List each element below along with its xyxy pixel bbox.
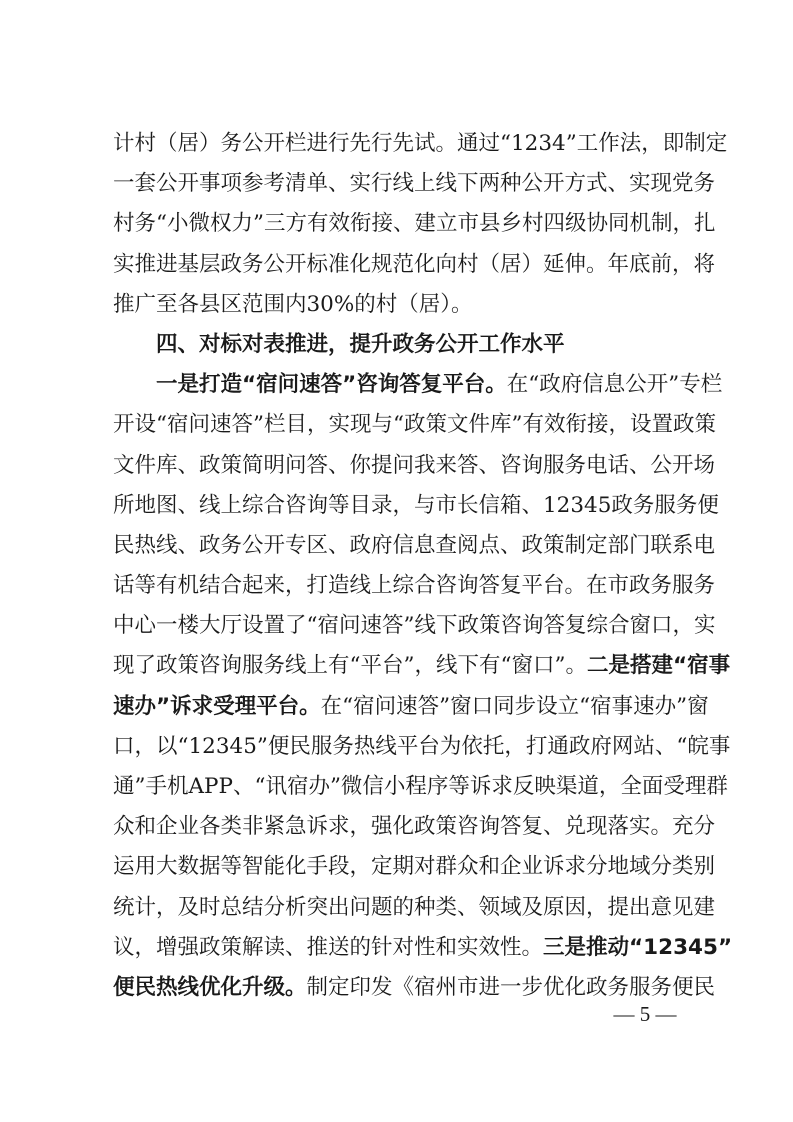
text-line: 民热线、政务公开专区、政府信息查阅点、政策制定部门联系电 bbox=[113, 532, 716, 558]
text-line: 一套公开事项参考清单、实行线上线下两种公开方式、实现党务 bbox=[113, 171, 716, 197]
text-run: 制定印发《宿州市进一步优化政务服务便民 bbox=[306, 974, 716, 1000]
text-line: 文件库、政策简明问答、你提问我来答、咨询服务电话、公开场 bbox=[113, 452, 716, 478]
text-line bbox=[113, 687, 709, 727]
text-line: 村务“小微权力”三方有效衔接、建立市县乡村四级协同机制，扎 bbox=[113, 211, 716, 237]
text-line: 所地图、线上综合咨询等目录，与市长信箱、12345政务服务便 bbox=[113, 492, 719, 518]
bold-lead: 速办”诉求受理平台。 bbox=[113, 693, 321, 719]
bold-lead: 三是推动“12345” bbox=[543, 934, 733, 960]
text-line bbox=[113, 928, 733, 968]
text-line: 口，以“12345”便民服务热线平台为依托，打通政府网站、“皖事 bbox=[113, 733, 731, 759]
text-run: 议，增强政策解读、推送的针对性和实效性。 bbox=[113, 934, 544, 960]
bold-lead: 一是打造“宿问速答”咨询答复平台。 bbox=[156, 372, 507, 398]
text-run: 在“政府信息公开”专栏 bbox=[506, 372, 723, 398]
text-line: 通”手机APP、“讯宿办”微信小程序等诉求反映渠道，全面受理群 bbox=[113, 774, 728, 799]
text-line: 中心一楼大厅设置了“宿问速答”线下政策咨询答复综合窗口，实 bbox=[113, 613, 716, 639]
text-line bbox=[113, 365, 723, 405]
text-line bbox=[113, 646, 731, 686]
bold-lead: 便民热线优化升级。 bbox=[113, 974, 307, 1000]
section-heading: 四、对标对表推进，提升政务公开工作水平 bbox=[156, 331, 565, 357]
text-run: 现了政策咨询服务线上有“平台”，线下有“窗口”。 bbox=[113, 653, 587, 679]
text-line: 运用大数据等智能化手段，定期对群众和企业诉求分地域分类别 bbox=[113, 854, 716, 880]
text-line: 计村（居）务公开栏进行先行先试。通过“1234”工作法，即制定 bbox=[113, 131, 728, 156]
text-line: 实推进基层政务公开标准化规范化向村（居）延伸。年底前，将 bbox=[113, 251, 716, 277]
page-number: — 5 — bbox=[613, 1002, 677, 1026]
bold-lead: 二是搭建“宿事 bbox=[586, 653, 731, 679]
body-text bbox=[113, 124, 733, 1008]
text-line: 话等有机结合起来，打造线上综合咨询答复平台。在市政务服务 bbox=[113, 573, 716, 599]
text-line: 统计，及时总结分析突出问题的种类、领域及原因，提出意见建 bbox=[113, 894, 716, 920]
text-line: 众和企业各类非紧急诉求，强化政策咨询答复、兑现落实。充分 bbox=[113, 814, 716, 840]
text-run: 在“宿问速答”窗口同步设立“宿事速办”窗 bbox=[320, 693, 709, 719]
text-line: 推广至各县区范围内30%的村（居）。 bbox=[113, 291, 473, 317]
text-line: 开设“宿问速答”栏目，实现与“政策文件库”有效衔接，设置政策 bbox=[113, 412, 716, 438]
